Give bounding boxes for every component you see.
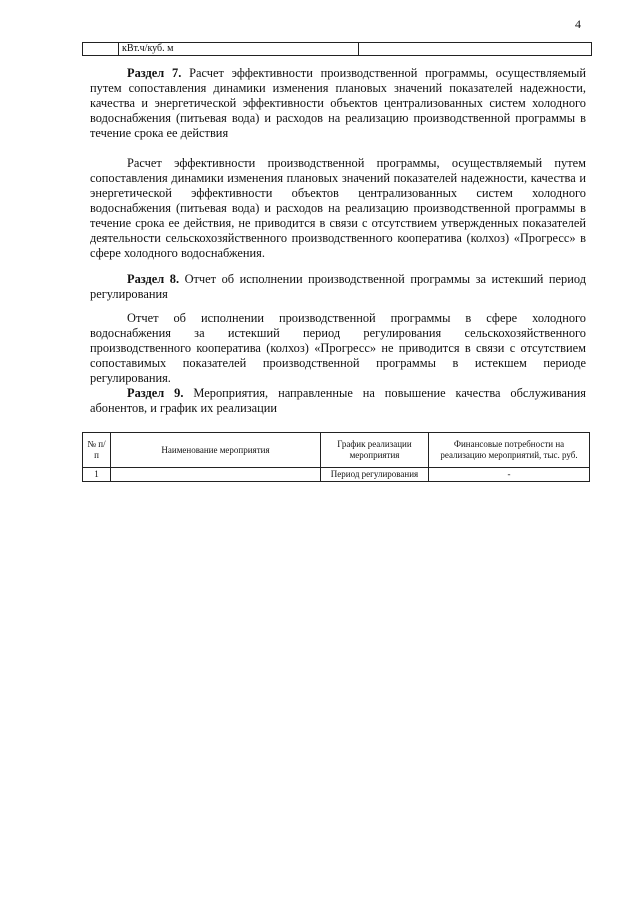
- page-number: 4: [575, 17, 581, 31]
- section8-label: Раздел 8.: [127, 272, 180, 286]
- section7-body: Расчет эффективности производственной программы, осуществляемый путем сопоставления динамики изменения плановых значений показателей надежности, качества и энергетической эффективности объектов централизованных систем холодного водоснабжения (питьевая вода) и расходов на реализацию производственной программы в течение срока ее действия, не приводится в связи с отсутствием утвержденных показателей деятельности сельскохозяйственного производственного кооператива (колхоз) «Прогресс» в сфере холодного водоснабжения.: [90, 156, 586, 260]
- header-number: № п/п: [83, 433, 111, 468]
- row-number: 1: [83, 468, 111, 482]
- section9-heading-text: Мероприятия, направленные на повышение качества обслуживания абонентов, и график их реализации: [90, 386, 586, 415]
- row-financial-needs: -: [429, 468, 590, 482]
- continuation-table: [82, 42, 592, 56]
- continuation-table-cell-num: [83, 43, 119, 55]
- measures-table: [82, 432, 590, 482]
- section8-body: Отчет об исполнении производственной программы в сфере холодного водоснабжения за истекший период регулирования сельскохозяйственного производственного кооператива (колхоз) «Прогресс» не приводится в связи с отсутствием сопоставимых показателей производственной программы в истекшем периоде регулирования.: [90, 311, 586, 385]
- section7-heading: [90, 66, 586, 141]
- header-measure-name: Наименование мероприятия: [111, 433, 321, 468]
- measures-table-header-row: [83, 433, 590, 468]
- section9-heading: [90, 386, 586, 416]
- table-row: [83, 468, 590, 482]
- section9-label: Раздел 9.: [127, 386, 184, 400]
- section8-heading: [90, 272, 586, 302]
- section7-label: Раздел 7.: [127, 66, 182, 80]
- row-measure-name: [111, 468, 321, 482]
- section8-heading-text: Отчет об исполнении производственной программы за истекший период регулирования: [90, 272, 586, 301]
- section7-heading-text: Расчет эффективности производственной программы, осуществляемый путем сопоставления динамики изменения плановых значений показателей надежности, качества и энергетической эффективности объектов централизованных систем холодного водоснабжения (питьевая вода) и расходов на реализацию производственной программы в течение срока ее действия: [90, 66, 586, 140]
- header-schedule: График реализации мероприятия: [321, 433, 429, 468]
- continuation-table-cell-unit: кВт.ч/куб. м: [119, 43, 359, 55]
- header-financial-needs: Финансовые потребности на реализацию мероприятий, тыс. руб.: [429, 433, 590, 468]
- row-schedule: Период регулирования: [321, 468, 429, 482]
- continuation-table-cell-value: [359, 43, 591, 55]
